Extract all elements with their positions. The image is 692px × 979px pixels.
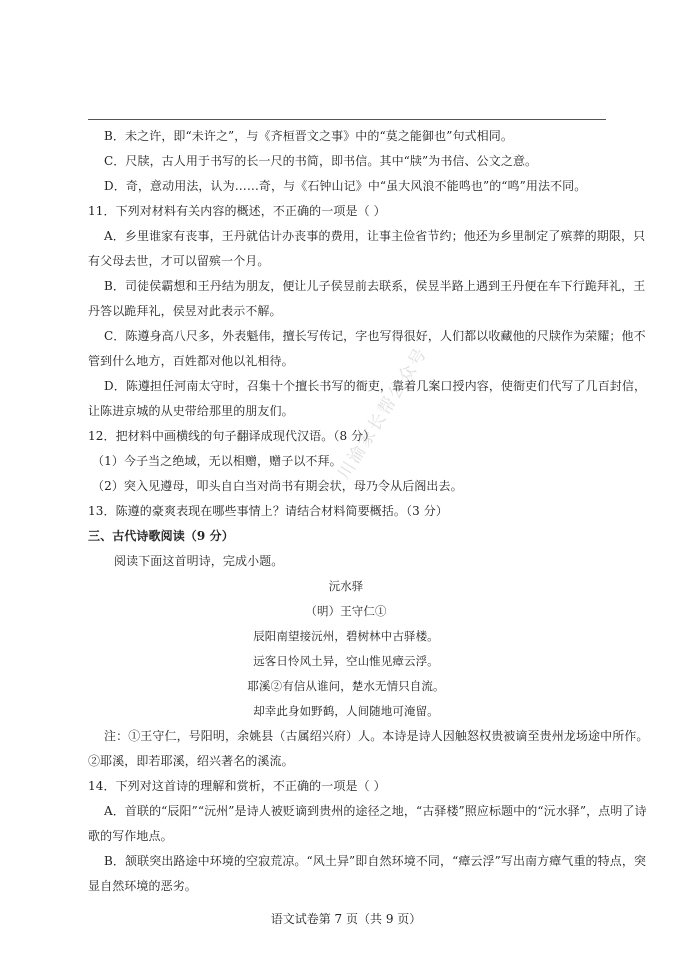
note-1: 注：①王守仁，号阳明，余姚县（古属绍兴府）人。本诗是诗人因触怒权贵被谪至贵州龙场途中所作。 xyxy=(104,729,649,743)
q11-option-c-line1: C．陈遵身高八尺多，外表魁伟，擅长写传记，字也写得很好，人们都以收藏他的尺牍作为荣耀；他不 xyxy=(104,329,646,343)
watermark-text: 川渝家长帮公众号 xyxy=(334,343,432,484)
q14-option-a-line2: 歌的写作地点。 xyxy=(88,829,173,843)
q12-stem: 12．把材料中画横线的句子翻译成现代汉语。（8 分） xyxy=(88,429,376,443)
poem-line-4: 却幸此身如野鹤，人间随地可淹留。 xyxy=(253,704,439,718)
note-2: ②耶溪，即若耶溪，绍兴著名的溪流。 xyxy=(88,754,294,768)
poem-line-3: 耶溪②有信从谁问，楚水无情只自流。 xyxy=(247,679,445,693)
q12-sentence-1: （1）今子当之绝域，无以相赠，赠子以不拜。 xyxy=(92,454,342,468)
q11-stem: 11．下列对材料有关内容的概述，不正确的一项是（ ） xyxy=(88,204,386,218)
q14-option-b-line2: 显自然环境的恶劣。 xyxy=(88,879,197,893)
page-footer: 语文试卷第 7 页（共 9 页） xyxy=(270,912,422,926)
q14-option-a-line1: A．首联的“辰阳”“沅州”是诗人被贬谪到贵州的途径之地，“古驿楼”照应标题中的“沅水驿”，点明了诗 xyxy=(104,804,647,818)
poem-title: 沅水驿 xyxy=(328,579,364,593)
option-c-prev: C．尺牍，古人用于书写的长一尺的书简，即书信。其中“牍”为书信、公文之意。 xyxy=(104,154,538,168)
q14-stem: 14．下列对这首诗的理解和赏析，不正确的一项是（ ） xyxy=(88,779,386,793)
q11-option-b-line2: 丹答以跪拜礼，侯昱对此表示不解。 xyxy=(88,304,282,318)
q11-option-b-line1: B．司徒侯霸想和王丹结为朋友，便让儿子侯昱前去联系，侯昱半路上遇到王丹便在车下行跪拜礼，王 xyxy=(104,279,646,293)
q13-stem: 13．陈遵的豪爽表现在哪些事情上？请结合材料简要概括。（3 分） xyxy=(88,504,448,518)
section-intro: 阅读下面这首明诗，完成小题。 xyxy=(114,554,284,568)
q14-option-b-line1: B．颔联突出路途中环境的空寂荒凉。“风土异”即自然环境不同，“瘴云浮”写出南方瘴气重的特点，突 xyxy=(104,854,647,868)
header-rule xyxy=(88,119,606,120)
q11-option-d-line1: D．陈遵担任河南太守时，召集十个擅长书写的衙吏，靠着几案口授内容，使衙吏们代写了几百封信， xyxy=(104,379,647,393)
q12-sentence-2: （2）突入见遵母，叩头自白当对尚书有期会状，母乃令从后阁出去。 xyxy=(92,479,463,493)
option-d-prev: D．奇，意动用法，认为……奇，与《石钟山记》中“虽大风浪不能鸣也”的“鸣”用法不同。 xyxy=(104,179,587,193)
poem-author: （明）王守仁① xyxy=(305,604,387,618)
q11-option-d-line2: 让陈进京城的从史带给那里的朋友们。 xyxy=(88,404,294,418)
option-b-prev: B．未之许，即“未许之”，与《齐桓晋文之事》中的“莫之能御也”句式相同。 xyxy=(104,129,513,143)
section-heading: 三、古代诗歌阅读（9 分） xyxy=(88,529,234,543)
q11-option-a-line1: A．乡里谁家有丧事，王丹就估计办丧事的费用，让事主俭省节约；他还为乡里制定了殡葬的期限，只 xyxy=(104,229,646,243)
q11-option-a-line2: 有父母去世，才可以留殡一个月。 xyxy=(88,254,270,268)
poem-line-2: 远客日怜风土异，空山惟见瘴云浮。 xyxy=(253,654,439,668)
q11-option-c-line2: 管到什么地方，百姓都对他以礼相待。 xyxy=(88,354,294,368)
poem-line-1: 辰阳南望接沅州，碧树林中古驿楼。 xyxy=(253,629,439,643)
